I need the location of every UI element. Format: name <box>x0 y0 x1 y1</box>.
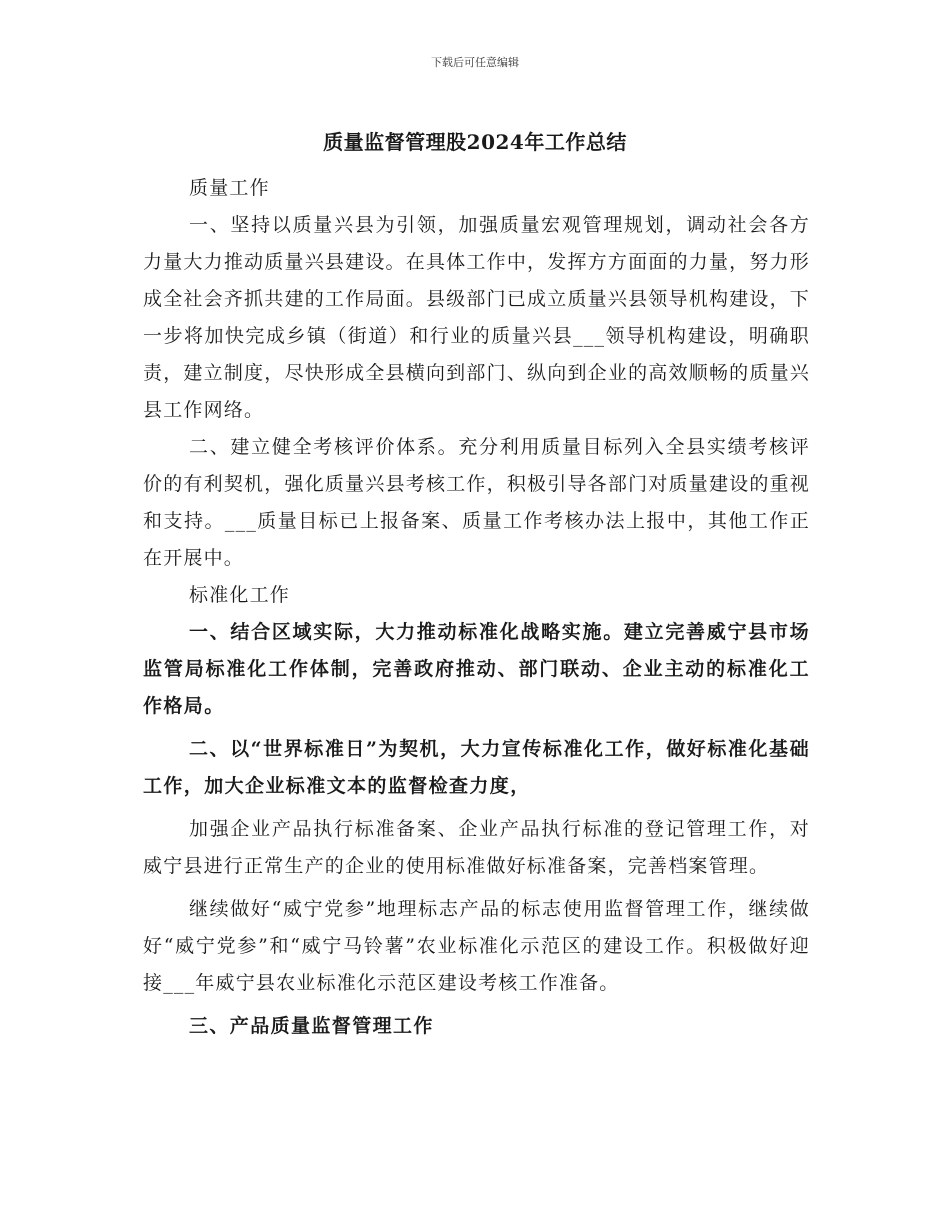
document-title: 质量监督管理股2024年工作总结 <box>323 130 627 154</box>
paragraph-quality-1: 一、坚持以质量兴县为引领，加强质量宏观管理规划，调动社会各方力量大力推动质量兴县建设。在具体工作中，发挥方方面面的力量，努力形成全社会齐抓共建的工作局面。县级部门已成立质量兴县领导机构建设，下一步将加快完成乡镇（街道）和行业的质量兴县___领导机构建设，明确职责，建立制度，尽快形成全县横向到部门、纵向到企业的高效顺畅的质量兴县工作网络。 <box>143 214 810 421</box>
paragraph-standardization-3: 加强企业产品执行标准备案、企业产品执行标准的登记管理工作，对威宁县进行正常生产的企业的使用标准做好标准备案，完善档案管理。 <box>143 818 810 877</box>
paragraph-standardization-4: 继续做好“威宁党参”地理标志产品的标志使用监督管理工作，继续做好“威宁党参”和“威宁马铃薯”农业标准化示范区的建设工作。积极做好迎接___年威宁县农业标准化示范区建设考核工作准备。 <box>143 898 810 994</box>
section-heading-quality: 质量工作 <box>189 177 270 199</box>
paragraph-standardization-2: 二、以“世界标准日”为契机，大力宣传标准化工作，做好标准化基础工作，加大企业标准文本的监督检查力度， <box>143 738 810 797</box>
section-heading-standardization: 标准化工作 <box>189 584 291 606</box>
section-heading-product-quality: 三、产品质量监督管理工作 <box>189 1015 434 1037</box>
paragraph-standardization-1: 一、结合区域实际，大力推动标准化战略实施。建立完善威宁县市场监管局标准化工作体制，完善政府推动、部门联动、企业主动的标准化工作格局。 <box>143 621 810 717</box>
document-body <box>143 170 810 1045</box>
paragraph-quality-2: 二、建立健全考核评价体系。充分利用质量目标列入全县实绩考核评价的有利契机，强化质量兴县考核工作，积极引导各部门对质量建设的重视和支持。___质量目标已上报备案、质量工作考核办法上报中，其他工作正在开展中。 <box>143 436 810 569</box>
header-note: 下载后可任意编辑 <box>431 56 519 69</box>
